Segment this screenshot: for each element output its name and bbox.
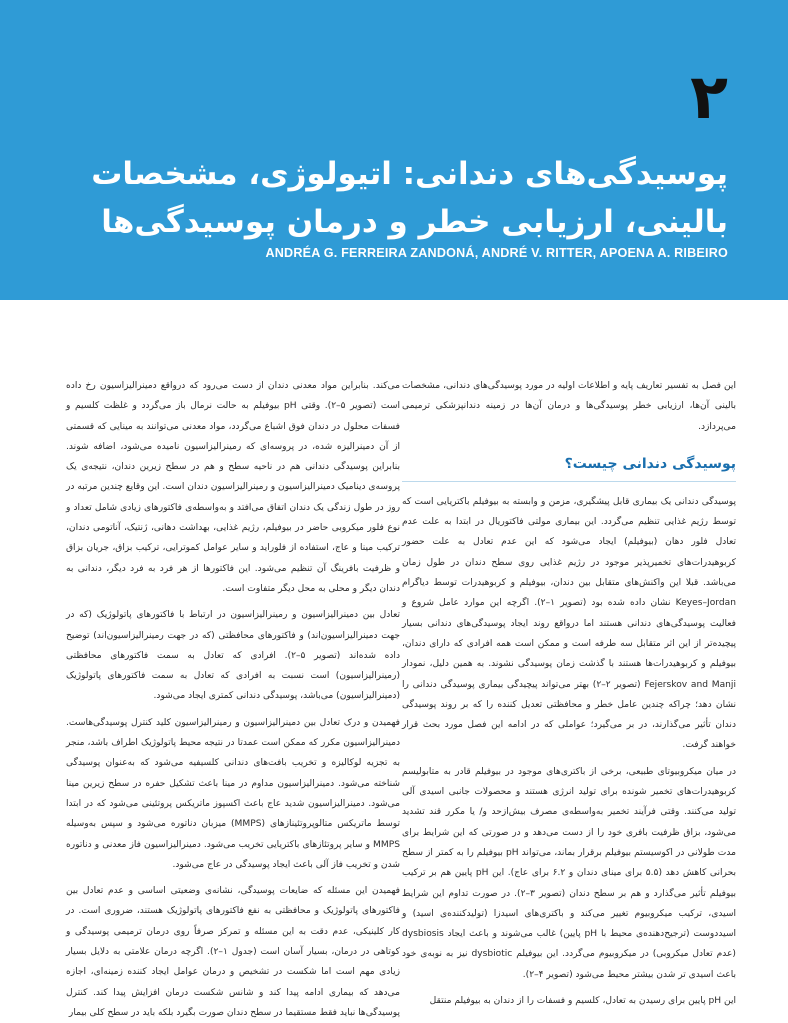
body-paragraph: پوسیدگی دندانی یک بیماری قابل پیشگیری، مزمن و وابسته به بیوفیلم باکتریایی است که توسط رژیم غذایی تنظیم می‌گردد. این بیماری مولتی فاکتوریال در ابتدا به علت عدم تعادل فلور دهان (بیوفیلم) ایجاد می‌شود که این عدم تعادل به علت حضور کربوهیدرات‌های تخمیرپذیر موجود در رژیم غذایی روی سطح دندان در طول زمان می‌باشد. قبلا این واکنش‌های متقابل بین دندان، بیوفیلم و کربوهیدرات توسط دیاگرام Keyes–Jordan نشان داده شده بود (تصویر ۱–۲). اگرچه این موارد عامل شروع و فعالیت پوسیدگی‌های دندانی هستند اما درواقع روند ایجاد پوسیدگی‌های دندانی بسیار پیچیده‌تر از این اثر متقابل سه طرفه است و ممکن است همه افرادی که دارای دندان، بیوفیلم و کربوهیدرات‌ها هستند با گذشت زمان پوسیدگی نشوند. به همین دلیل، نمودار Fejerskov and Manji (تصویر ۲–۲) بهتر می‌تواند پیچیدگی بیماری پوسیدگی دندانی را نشان دهد؛ چراکه چندین عامل خطر و محافظتی تعدیل کننده را که بر روند پوسیدگی دندان تأثیر می‌گذارند، در بر می‌گیرد؛ عواملی که در ادامه این فصل مورد بحث قرار خواهند گرفت. bbox=[402, 496, 736, 751]
body-paragraph: می‌کند. بنابراین مواد معدنی دندان از دست می‌رود که درواقع دمینرالیزاسیون رخ داده است (تصویر ۵–۲). وقتی pH بیوفیلم به حالت نرمال باز می‌گردد و غلظت کلسیم و فسفات محلول در دندان فوق اشباع می‌گردد، مواد معدنی می‌توانند به مینایی که قسمتی از آن دمینرالیزه شده، در پروسه‌ای که رمینرالیزاسیون نامیده می‌شود، اضافه شوند. بنابراین پوسیدگی دندانی هم در ناحیه سطح و هم در سطح زیرین دندان، نتیجه‌ی یک پروسه‌ی دینامیک دمینرالیزاسیون و رمینرالیزاسیون دندان است. این وقایع چندین مرتبه در روز در طول زندگی یک دندان اتفاق می‌افتد و به‌واسطه‌ی فاکتورهای زیادی شامل تعداد و نوع فلور میکروبی حاضر در بیوفیلم، رژیم غذایی، بهداشت دهانی، ژنتیک، آناتومی دندان، ترکیب مینا و عاج، استفاده از فلوراید و سایر عوامل کموترایی، ترکیب بزاق، جریان بزاق و ظرفیت بافرینگ آن تنظیم می‌شود. این فاکتورها از هر فرد به فرد دیگر، دندانی به دندان دیگر و محلی به محل دیگر متفاوت است. bbox=[66, 381, 400, 594]
body-paragraph: فهمیدن و درک تعادل بین دمینرالیزاسیون و رمینرالیزاسیون کلید کنترل پوسیدگی‌هاست. دمینرالیزاسیون مکرر که ممکن است عمدتا در نتیجه محیط پاتولوژیک اطراف باشد، منجر به تجزیه لوکالیزه و تخریب بافت‌های دندانی کلسیفیه می‌شود که به‌عنوان پوسیدگی شناخته می‌شود. دمینرالیزاسیون مداوم در مینا باعث تشکیل حفره در سطح زیرین مینا می‌شود. دمینرالیزاسیون شدید عاج باعث اکسپوز ماتریکس پروتئینی می‌شود که در ابتدا توسط ماتریکس متالوپروتئینازهای (MMPS) میزبان دناتوره می‌شود و سپس به‌وسیله MMPS و سایر پروتئازهای باکتریایی تخریب می‌شود. دمینرالیزاسیون فاز معدنی و دناتوره شدن و تخریب فاز آلی باعث ایجاد پوسیدگی در عاج می‌شود. bbox=[66, 717, 400, 870]
intro-paragraph: این فصل به تفسیر تعاریف پایه و اطلاعات اولیه در مورد پوسیدگی‌های دندانی، مشخصات بالینی آن‌ها، ارزیابی خطر پوسیدگی‌ها و درمان آن‌ها در زمینه دندانپزشکی ترمیمی می‌پردازد. bbox=[402, 381, 736, 432]
body-paragraph: فهمیدن این مسئله که ضایعات پوسیدگی، نشانه‌ی وضعیتی اساسی و عدم تعادل بین فاکتورهای پاتولوژیک و محافظتی به نفع فاکتورهای پاتولوژیک هستند، ضروری است. در کار کلینیکی، عدم دقت به این مسئله و تمرکز صرفاً روی درمان ترمیمی پوسیدگی و کوتاهی در درمان، بسیار آسان است (جدول ۱–۲). اگرچه درمان علامتی به دلایل بسیار زیادی مهم است اما شکست در تشخیص و درمان عوامل ایجاد کننده زمینه‌ای، اجازه می‌دهد که بیماری ادامه پیدا کند و شانس شکست درمان افزایش پیدا کند. کنترل پوسیدگی‌ها نباید فقط مستقیما در سطح دندان صورت بگیرد بلکه باید در سطح کلی بیمار bbox=[66, 886, 400, 1018]
section-heading: پوسیدگی دندانی چیست؟ bbox=[402, 451, 736, 482]
left-column bbox=[66, 376, 400, 1018]
right-column bbox=[402, 376, 736, 1012]
body-paragraph: در میان میکروبیوتای طبیعی، برخی از باکتری‌های موجود در بیوفیلم قادر به متابولیسم کربوهیدرات‌های تخمیر شونده برای تولید انرژی هستند و محصولات جانبی اسیدی آلی تولید می‌کنند. وقتی فرآیند تخمیر به‌واسطه‌ی مصرف بیش‌ازحد و/ یا مکرر قند تشدید می‌شود، بزاق ظرفیت بافری خود را از دست می‌دهد و در صورتی که این شرایط برای مدت طولانی در اکوسیستم بیوفیلم برقرار بماند، می‌تواند pH بیوفیلم را به کمتر از سطح بحرانی کاهش دهد (۵.۵ برای مینای دندان و ۶.۲ برای عاج). این pH پایین هم بر ترکیب بیوفیلم تأثیر می‌گذارد و هم بر سطح دندان (تصویر ۳–۲). در صورت تداوم این شرایط اسیدی، ترکیب میکروبیوم تغییر می‌کند و باکتری‌های اسیدزا (تولیدکننده‌ی اسید) و اسیددوست (ترجیح‌دهنده‌ی محیط با pH پایین) غالب می‌شوند و باعث ایجاد dysbiosis (عدم تعادل میکروبی) در میکروبیوم می‌گردد. این بیوفیلم dysbiotic نیز به نوبه‌ی خود باعث اسیدی تر شدن بیشتر محیط می‌شود (تصویر ۴–۲). bbox=[402, 766, 736, 980]
body-paragraph: تعادل بین دمینرالیزاسیون و رمینرالیزاسیون در ارتباط با فاکتورهای پاتولوژیک (که در جهت دمینرالیزاسیون‌اند) و فاکتورهای محافظتی (که در جهت رمینرالیزاسیون‌اند) توضیح داده شده‌اند (تصویر ۵–۲). افرادی که تعادل به سمت فاکتورهای محافظتی (رمینرالیزاسیون) است نسبت به افرادی که تعادل به سمت فاکتورهای پاتولوژیک (دمینرالیزاسیون) می‌باشد، پوسیدگی دندانی کمتری ایجاد می‌شود. bbox=[66, 610, 400, 702]
chapter-number: ۲ bbox=[690, 60, 728, 133]
authors-line: ANDRÉA G. FERREIRA ZANDONÁ, ANDRÉ V. RITTER, APOENA A. RIBEIRO bbox=[265, 246, 728, 260]
chapter-title: پوسیدگی‌های دندانی: اتیولوژی، مشخصات بالینی، ارزیابی خطر و درمان پوسیدگی‌ها bbox=[91, 156, 728, 240]
body-paragraph: این pH پایین برای رسیدن به تعادل، کلسیم و فسفات را از دندان به بیوفیلم منتقل bbox=[429, 996, 736, 1007]
chapter-header bbox=[0, 0, 788, 300]
